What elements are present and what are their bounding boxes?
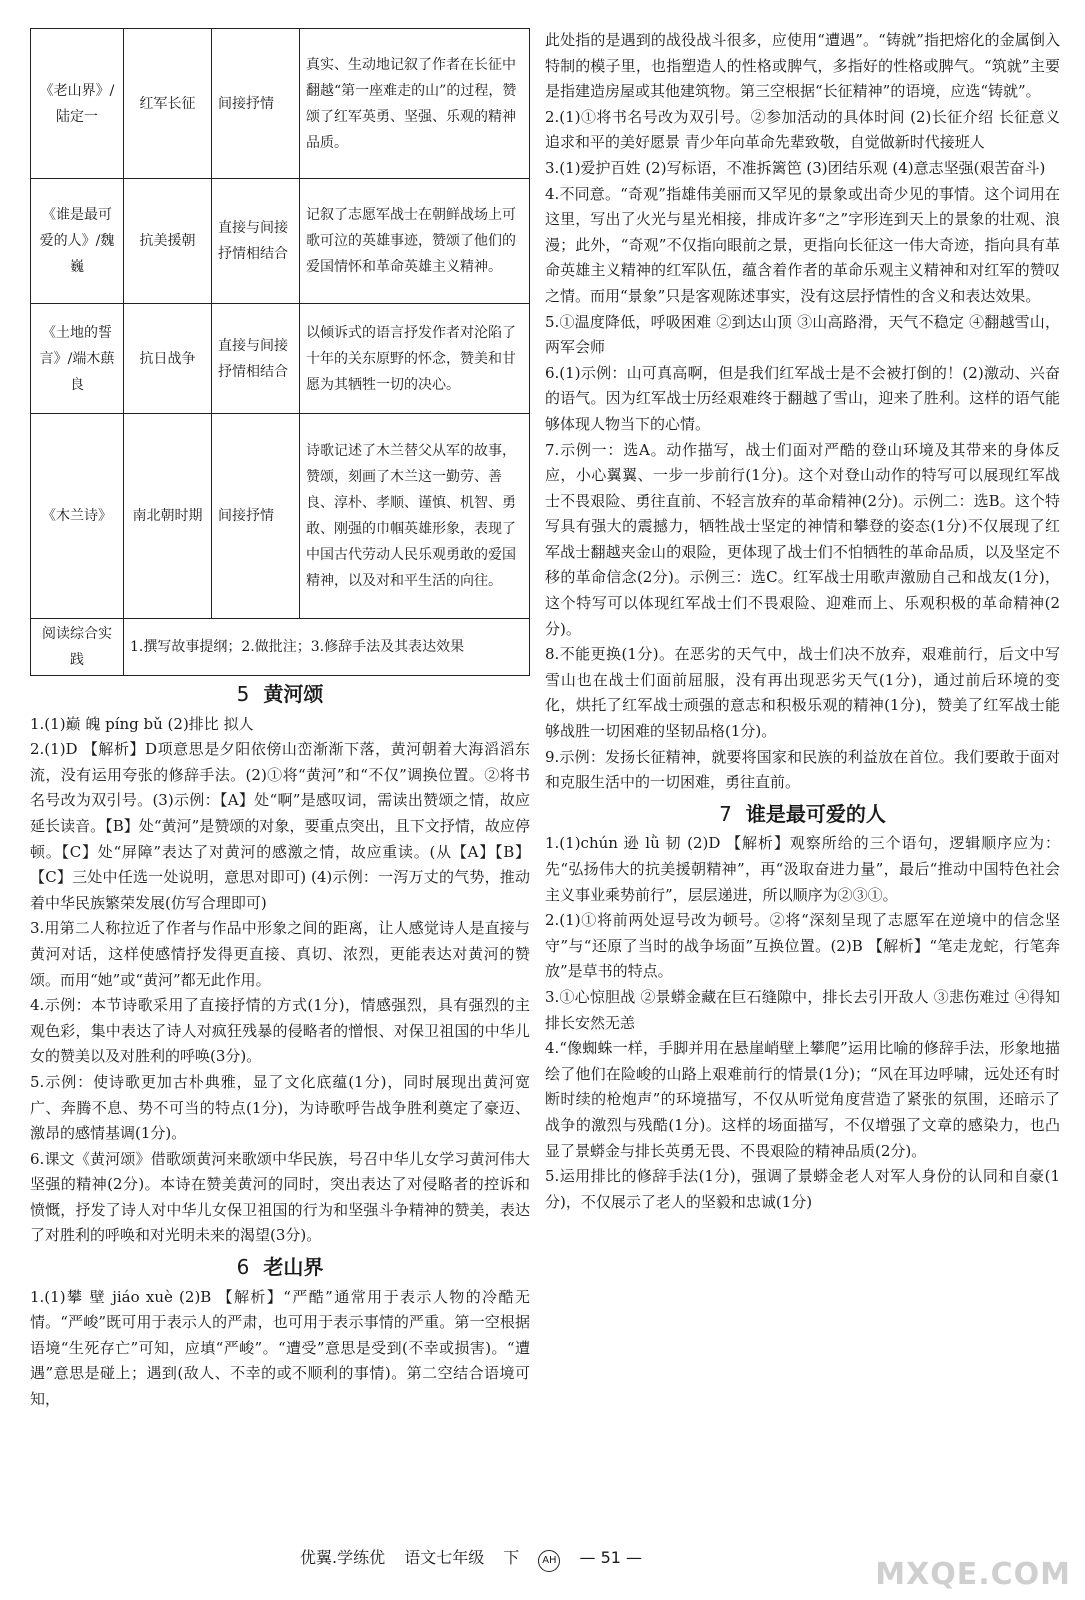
table-cell: 抗日战争 xyxy=(124,304,212,414)
table-row xyxy=(31,29,530,179)
answer-item: 6.课文《黄河颂》借歌颂黄河来歌颂中华民族，号召中华儿女学习黄河伟大坚强的精神(2分)。本诗在赞美黄河的同时，突出表达了对侵略者的控诉和愤慨，抒发了诗人对中华儿女保卫祖国的行为和坚强斗争精神的赞美，表达了对胜利的呼唤和对光明未来的渴望(3分)。 xyxy=(30,1149,530,1245)
answer-item: 9.示例：发扬长征精神，就要将国家和民族的利益放在首位。我们要敢于面对和克服生活中的一切困难，勇往直前。 xyxy=(545,747,1060,792)
table-cell: 阅读综合实践 xyxy=(31,619,124,676)
edition-badge: AH xyxy=(538,1550,560,1572)
table-cell: 间接抒情 xyxy=(212,414,300,619)
unit-summary-table xyxy=(30,28,530,676)
section-name: 黄河颂 xyxy=(263,682,324,706)
left-column xyxy=(30,28,530,1413)
answer-item: 7.示例一：选A。动作描写，战士们面对严酷的登山环境及其带来的身体反应，小心翼翼、一步一步前行(1分)。这个对登山动作的特写可以展现红军战士不畏艰险、勇往直前、不轻言放弃的革命精神(2分)。示例二：选B。这个特写具有强大的震撼力，牺牲战士坚定的神情和攀登的姿态(1分)不仅展现了红军战士翻越夹金山的艰险，更体现了战士们不怕牺牲的革命品质，以及坚定不移的革命信念(2分)。示例三：选C。红军战士用歌声激励自己和战友(1分)，这个特写可以体现红军战士们不畏艰险、迎难而上、乐观积极的革命精神(2分)。 xyxy=(545,440,1060,638)
answer-item: 6.(1)示例：山可真高啊，但是我们红军战士是不会被打倒的！(2)激动、兴奋的语气。因为红军战士历经艰难终于翻越了雪山，迎来了胜利。这样的语气能够体现人物当下的心情。 xyxy=(545,363,1060,433)
table-cell: 《土地的誓言》/端木蕻良 xyxy=(31,304,124,414)
right-column xyxy=(545,28,1060,1215)
table-row xyxy=(31,414,530,619)
footer-brand: 优翼.学练优 xyxy=(300,1548,386,1567)
answer-item: 5.示例：使诗歌更加古朴典雅，显了文化底蕴(1分)，同时展现出黄河宽广、奔腾不息、势不可当的特点(1分)，为诗歌呼告战争胜利奠定了豪迈、激昂的感情基调(1分)。 xyxy=(30,1072,530,1143)
answer-item: 2.(1)D 【解析】D项意思是夕阳依傍山峦渐渐下落，黄河朝着大海滔滔东流，没有运用夸张的修辞手法。(2)①将“黄河”和“不仅”调换位置。②将书名号改为双引号。(3)示例：【A】处“啊”是感叹词，需读出赞颂之情，故应延长读音。【B】处“黄河”是赞颂的对象，要重点突出，且下文抒情，故应停顿。【C】处“屏障”表达了对黄河的感激之情，故应重读。(从【A】【B】【C】三处中任选一处说明，意思对即可) (4)示例：一泻万丈的气势，推动着中华民族繁荣发展(仿写合理即可) xyxy=(30,740,530,912)
table-cell: 抗美援朝 xyxy=(124,179,212,304)
table-cell: 诗歌记述了木兰替父从军的故事，赞颂，刻画了木兰这一勤劳、善良、淳朴、孝顺、谨慎、机智、勇敢、刚强的巾帼英雄形象，表现了中国古代劳动人民乐观勇敢的爱国精神，以及对和平生活的向往。 xyxy=(300,414,530,619)
section-number: 5 xyxy=(236,682,250,706)
answer-item: 4.示例：本节诗歌采用了直接抒情的方式(1分)，情感强烈，具有强烈的主观色彩，集中表达了诗人对疯狂残暴的侵略者的憎恨、对保卫祖国的中华儿女的赞美以及对胜利的呼唤(3分)。 xyxy=(30,996,530,1066)
table-cell: 直接与间接抒情相结合 xyxy=(212,304,300,414)
section-title xyxy=(545,802,1060,828)
table-cell: 1.撰写故事提纲；2.做批注；3.修辞手法及其表达效果 xyxy=(124,619,530,676)
section-title xyxy=(30,1255,530,1281)
answer-item: 4.“像蜘蛛一样，手脚并用在悬崖峭壁上攀爬”运用比喻的修辞手法，形象地描绘了他们在险峻的山路上艰难前行的情景(1分)；“风在耳边呼啸，远处还有时断时续的枪炮声”的环境描写，不仅从听觉角度营造了紧张的氛围，还暗示了战争的激烈与残酷(1分)。这样的场面描写，不仅增强了文章的感染力，也凸显了景蟒金与排长英勇无畏、不畏艰险的精神品质(2分)。 xyxy=(545,1039,1060,1160)
answer-item: 1.(1)chún 逊 lǜ 韧 (2)D 【解析】观察所给的三个语句，逻辑顺序应为：先“弘扬伟大的抗美援朝精神”，再“汲取奋进力量”，最后“推动中国特色社会主义事业乘势前行”，层层递进，所以顺序为②③①。 xyxy=(545,834,1060,904)
answer-item: 8.不能更换(1分)。在恶劣的天气中，战士们决不放弃，艰难前行，后文中写雪山也在战士们面前屈服，没有再出现恶劣天气(1分)，通过前后环境的变化，烘托了红军战士顽强的意志和积极乐观的精神(1分)，赞美了红军战士能够战胜一切困难的坚韧品格(1分)。 xyxy=(545,645,1060,741)
table-cell: 记叙了志愿军战士在朝鲜战场上可歌可泣的英雄事迹，赞颂了他们的爱国情怀和革命英雄主义精神。 xyxy=(300,179,530,304)
page-number: — 51 — xyxy=(579,1548,643,1567)
table-row xyxy=(31,304,530,414)
answer-item: 3.①心惊胆战 ②景蟒金藏在巨石缝隙中，排长去引开敌人 ③悲伤难过 ④得知排长安然无恙 xyxy=(545,987,1060,1032)
page-footer xyxy=(300,1545,656,1572)
answer-item: 5.运用排比的修辞手法(1分)，强调了景蟒金老人对军人身份的认同和自豪(1分)，不仅展示了老人的坚毅和忠诚(1分) xyxy=(545,1167,1060,1211)
footer-volume: 下 xyxy=(503,1548,520,1567)
table-cell: 以倾诉式的语言抒发作者对沦陷了十年的关东原野的怀念，赞美和甘愿为其牺牲一切的决心。 xyxy=(300,304,530,414)
answer-item: 1.(1)攀 壁 jiáo xuè (2)B 【解析】“严酷”通常用于表示人物的冷酷无情。“严峻”既可用于表示人的严肃，也可用于表示事情的严重。第一空根据语境“生死存亡”可知，应填“严峻”。“遭受”意思是受到(不幸或损害)。“遭遇”意思是碰上；遇到(敌人、不幸的或不顺利的事情)。第二空结合语境可知， xyxy=(30,1287,530,1409)
answer-item: 2.(1)①将书名号改为双引号。②参加活动的具体时间 (2)长征介绍 长征意义 追求和平的美好愿景 青少年向革命先辈致敬，自觉做新时代接班人 xyxy=(545,107,1060,152)
section-number: 6 xyxy=(236,1255,250,1280)
table-cell: 真实、生动地记叙了作者在长征中翻越“第一座难走的山”的过程，赞颂了红军英勇、坚强、乐观的精神品质。 xyxy=(300,29,530,179)
watermark: MXQE.COM xyxy=(875,1557,1071,1592)
table-cell: 南北朝时期 xyxy=(124,414,212,619)
table-row xyxy=(31,179,530,304)
answer-item: 2.(1)①将前两处逗号改为顿号。②将“深刻呈现了志愿军在逆境中的信念坚守”与“还原了当时的战争场面”互换位置。(2)B 【解析】“笔走龙蛇，行笔奔放”是草书的特点。 xyxy=(545,911,1060,981)
answer-item: 3.(1)爱护百姓 (2)写标语，不准拆篱笆 (3)团结乐观 (4)意志坚强(艰苦奋斗) xyxy=(545,158,1046,177)
table-cell: 《老山界》/陆定一 xyxy=(31,29,124,179)
answer-item: 3.用第二人称拉近了作者与作品中形象之间的距离，让人感觉诗人是直接与黄河对话，这样使感情抒发得更直接、真切、浓烈，更能表达对黄河的赞颂。而用“她”或“黄河”都无此作用。 xyxy=(30,919,530,989)
table-cell: 直接与间接抒情相结合 xyxy=(212,179,300,304)
table-cell: 《谁是最可爱的人》/魏巍 xyxy=(31,179,124,304)
answer-item: 此处指的是遇到的战役战斗很多，应使用“遭遇”。“铸就”指把熔化的金属倒入特制的模子里，也指塑造人的性格或脾气，多指好的性格或脾气。“筑就”主要是指建造房屋或其他建筑物。第三空根据“长征精神”的语境，应选“铸就”。 xyxy=(545,31,1060,101)
answer-item: 1.(1)巅 魄 píng bǔ (2)排比 拟人 xyxy=(30,714,254,733)
footer-subject: 语文七年级 xyxy=(404,1548,485,1567)
section-number: 7 xyxy=(719,801,732,826)
section-name: 谁是最可爱的人 xyxy=(745,801,886,826)
table-cell: 间接抒情 xyxy=(212,29,300,179)
section-name: 老山界 xyxy=(263,1255,324,1280)
section-title xyxy=(30,682,530,708)
table-cell: 《木兰诗》 xyxy=(31,414,124,619)
table-row xyxy=(31,619,530,676)
answer-item: 4.不同意。“奇观”指雄伟美丽而又罕见的景象或出奇少见的事情。这个词用在这里，写出了火光与星光相接，排成许多“之”字形连到天上的景象的壮观、浪漫；此外，“奇观”不仅指向眼前之景，更指向长征这一伟大奇迹，指向具有革命英雄主义精神的红军队伍，蕴含着作者的革命乐观主义精神和对红军的赞叹之情。而用“景象”只是客观陈述事实，没有这层抒情性的含义和表达效果。 xyxy=(545,184,1060,305)
answer-item: 5.①温度降低，呼吸困难 ②到达山顶 ③山高路滑，天气不稳定 ④翻越雪山，两军会师 xyxy=(545,312,1060,357)
table-cell: 红军长征 xyxy=(124,29,212,179)
